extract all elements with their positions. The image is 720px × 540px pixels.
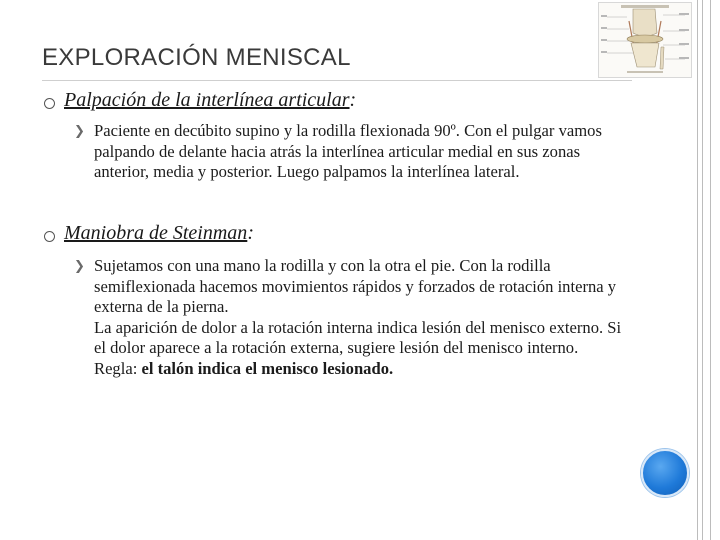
heading-colon: : bbox=[349, 89, 357, 111]
paragraph-line: Sujetamos con una mano la rodilla y con la otra el pie. Con la rodilla semiflexionada hacemos movimientos rápidos y forzados de rotación interna y externa de la pierna. bbox=[94, 256, 617, 317]
rule-emphasis: el talón indica el menisco lesionado. bbox=[141, 358, 394, 378]
edge-decoration-line bbox=[697, 0, 698, 540]
decorative-blue-circle bbox=[641, 449, 689, 497]
slide-title: EXPLORACIÓN MENISCAL bbox=[42, 44, 351, 71]
knee-anatomy-image bbox=[598, 2, 692, 78]
edge-decoration-line bbox=[710, 0, 711, 540]
section-heading-text: Palpación de la interlínea articular bbox=[64, 89, 350, 111]
title-divider bbox=[42, 80, 632, 81]
knee-anatomy-illustration bbox=[599, 3, 691, 77]
bullet-arrow-icon: ❯ bbox=[74, 124, 85, 139]
section-heading-text: Maniobra de Steinman bbox=[64, 222, 248, 244]
section-heading bbox=[64, 222, 254, 245]
section-heading bbox=[64, 89, 356, 112]
bullet-circle-icon bbox=[44, 98, 55, 109]
paragraph-line bbox=[94, 318, 624, 380]
edge-decoration-line bbox=[702, 0, 703, 540]
heading-colon: : bbox=[247, 222, 254, 244]
bullet-arrow-icon: ❯ bbox=[74, 259, 85, 274]
section-paragraph: Paciente en decúbito supino y la rodilla flexionada 90º. Con el pulgar vamos palpando de delante hacia atrás la interlínea articular medial en sus zonas anterior, media y posterior. Luego palpamos la interlínea lateral. bbox=[94, 121, 602, 182]
section-paragraph bbox=[94, 256, 624, 380]
bullet-circle-icon bbox=[44, 231, 55, 242]
paragraph-text: La aparición de dolor a la rotación interna indica lesión del menisco externo. Si el dolor aparece a la rotación externa, sugiere lesión del menisco interno. Regla: bbox=[94, 317, 622, 378]
